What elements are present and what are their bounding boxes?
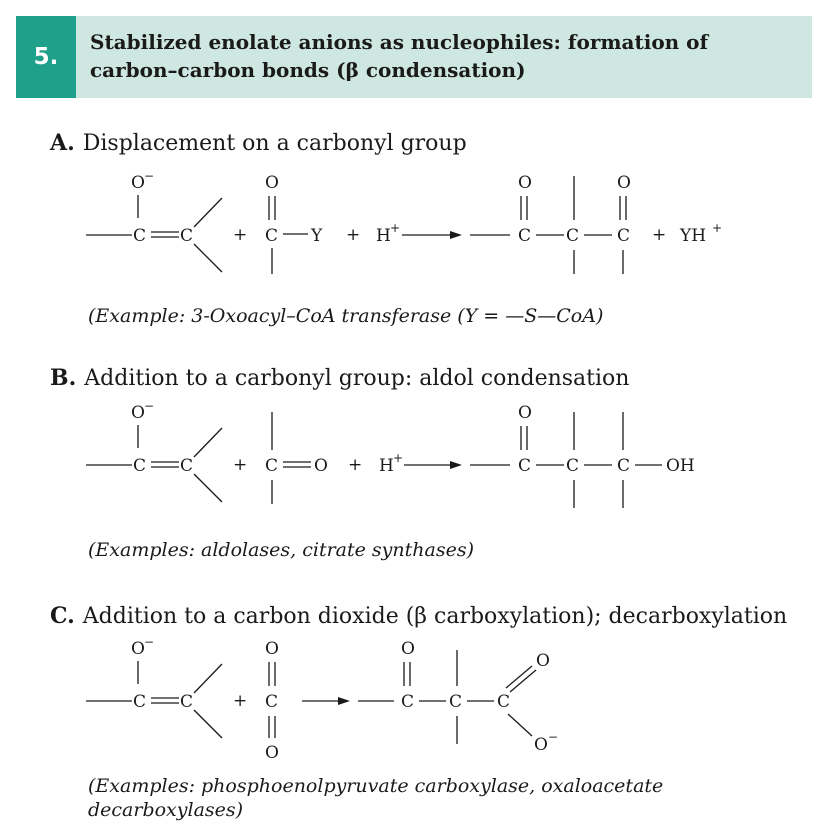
subsection-c-example-line-2: decarboxylases) (88, 799, 244, 821)
enolate-upper-substituent-bond (194, 198, 222, 227)
co2-oxygen-top: O (265, 639, 279, 659)
enolate-oxygen: O (131, 173, 145, 193)
product-carbon-3: C (617, 456, 631, 476)
carboxylate-single-bond (508, 714, 532, 736)
byproduct-yh: YH (680, 226, 707, 246)
subsection-b-example: (Examples: aldolases, citrate synthases) (88, 539, 475, 561)
enolate-oxygen: O (131, 639, 145, 659)
subsection-b-letter: B. (50, 365, 77, 391)
subsection-a-heading (50, 130, 467, 157)
enolate-negative-charge: − (144, 635, 155, 649)
enolate-carbon-2: C (180, 692, 194, 712)
product-carbon-1: C (518, 456, 532, 476)
carboxylate-carbon: C (497, 692, 511, 712)
plus-sign: + (233, 691, 248, 711)
section-title-line-2: carbon–carbon bonds (β condensation) (90, 58, 526, 82)
section-title (90, 28, 790, 84)
subsection-c-heading (50, 603, 787, 630)
product-carbon-3: C (617, 226, 631, 246)
co2-oxygen-bottom: O (265, 743, 279, 763)
product-carbon-2: C (566, 456, 580, 476)
product-ketone-oxygen: O (401, 639, 415, 659)
product-hydroxyl: OH (666, 456, 695, 476)
enolate-carbon-1: C (133, 226, 147, 246)
reaction-b-scheme (0, 398, 828, 518)
product-oxygen-1: O (518, 173, 532, 193)
enolate-oxygen: O (131, 403, 145, 423)
reaction-a-scheme (0, 168, 828, 278)
subsection-a-title: Displacement on a carbonyl group (82, 131, 467, 156)
subsection-a-example: (Example: 3-Oxoacyl–CoA transferase (Y = —S—CoA) (88, 305, 604, 327)
proton-charge: + (390, 221, 401, 235)
product-oxygen: O (518, 403, 532, 423)
reaction-c-scheme (0, 634, 828, 764)
subsection-c-title: Addition to a carbon dioxide (β carboxylation); decarboxylation (82, 604, 788, 629)
section-number-badge: 5. (16, 16, 76, 98)
reaction-arrow-head (450, 231, 462, 239)
reaction-arrow-head (450, 461, 462, 469)
enolate-carbon-1: C (133, 692, 147, 712)
product-carbon-2: C (449, 692, 463, 712)
subsection-a-letter: A. (50, 130, 75, 156)
subsection-b-heading (50, 365, 629, 392)
carboxylate-anion-oxygen: O (534, 735, 548, 755)
carbonyl-oxygen: O (314, 456, 328, 476)
carboxylate-negative-charge: − (548, 730, 559, 744)
enolate-upper-substituent-bond (194, 428, 222, 457)
leaving-group-y: Y (311, 226, 323, 246)
enolate-carbon-1: C (133, 456, 147, 476)
enolate-lower-substituent-bond (194, 474, 222, 502)
product-carbon-2: C (566, 226, 580, 246)
plus-sign-2: + (348, 455, 363, 475)
product-oxygen-2: O (617, 173, 631, 193)
byproduct-charge: + (712, 221, 723, 235)
reaction-arrow-head (338, 697, 350, 705)
enolate-negative-charge: − (144, 399, 155, 413)
acyl-carbon: C (265, 226, 279, 246)
plus-sign-3: + (652, 225, 667, 245)
plus-sign-1: + (233, 225, 248, 245)
subsection-c-letter: C. (50, 603, 75, 629)
proton-h: H (376, 226, 391, 246)
proton-h: H (379, 456, 394, 476)
section-header (16, 16, 812, 98)
section-title-line-1: Stabilized enolate anions as nucleophiles: formation of (90, 30, 709, 54)
subsection-c-example-line-1: (Examples: phosphoenolpyruvate carboxylase, oxaloacetate (88, 775, 664, 797)
proton-charge: + (393, 451, 404, 465)
co2-carbon: C (265, 692, 279, 712)
product-carbon-1: C (401, 692, 415, 712)
subsection-b-title: Addition to a carbonyl group: aldol condensation (84, 366, 630, 391)
subsection-c-example (88, 774, 663, 822)
enolate-carbon-2: C (180, 226, 194, 246)
plus-sign-2: + (346, 225, 361, 245)
product-carbon-1: C (518, 226, 532, 246)
enolate-carbon-2: C (180, 456, 194, 476)
enolate-lower-substituent-bond (194, 244, 222, 272)
plus-sign-1: + (233, 455, 248, 475)
enolate-lower-substituent-bond (194, 710, 222, 738)
enolate-upper-substituent-bond (194, 664, 222, 693)
enolate-negative-charge: − (144, 169, 155, 183)
acyl-oxygen: O (265, 173, 279, 193)
carbonyl-carbon: C (265, 456, 279, 476)
carboxylate-oxygen: O (536, 651, 550, 671)
